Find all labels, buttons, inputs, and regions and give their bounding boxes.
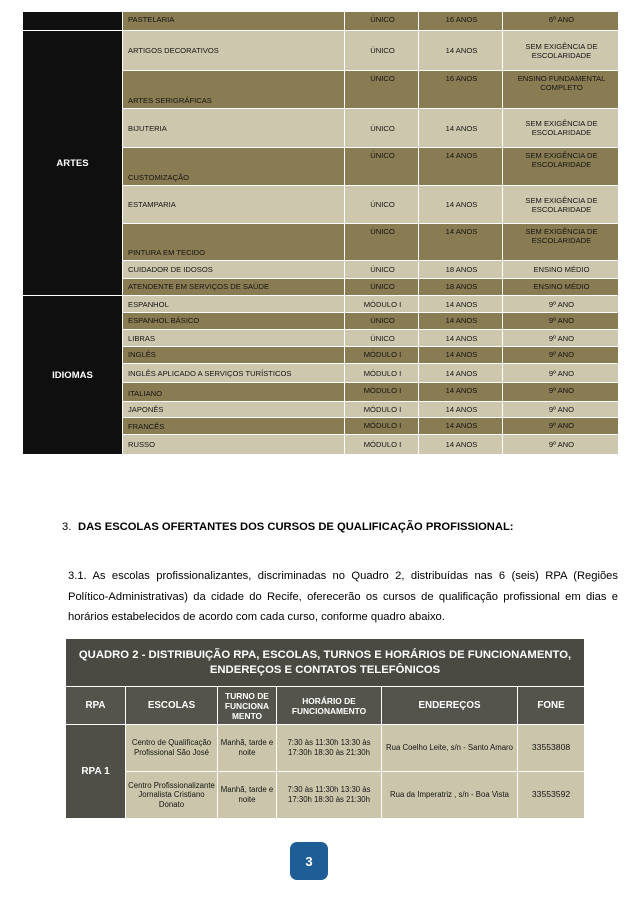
school-phone: 33553808 [518, 725, 585, 772]
course-module: MÓDULO I [345, 383, 419, 402]
course-module: ÚNICO [345, 12, 419, 31]
section-title: DAS ESCOLAS OFERTANTES DOS CURSOS DE QUALIFICAÇÃO PROFISSIONAL: [78, 521, 514, 533]
course-module: ÚNICO [345, 31, 419, 71]
course-name: INGLÊS APLICADO A SERVIÇOS TURÍSTICOS [123, 364, 345, 383]
course-min-age: 18 ANOS [419, 279, 503, 296]
section-heading [62, 521, 514, 533]
table-row [23, 296, 619, 313]
course-schooling: 6º ANO [503, 12, 619, 31]
course-module: ÚNICO [345, 261, 419, 279]
course-module: MÓDULO I [345, 418, 419, 435]
table-row [66, 725, 585, 772]
schools-table [65, 638, 585, 819]
course-schooling: SEM EXIGÊNCIA DE ESCOLARIDADE [503, 224, 619, 261]
header-enderecos: ENDEREÇOS [382, 687, 518, 725]
course-name: CUSTOMIZAÇÃO [123, 148, 345, 186]
course-schooling: 9º ANO [503, 435, 619, 455]
course-name: ESPANHOL [123, 296, 345, 313]
school-hours: 7:30 às 11:30h 13:30 às 17:30h 18:30 às 21:30h [277, 725, 382, 772]
course-name: JAPONÊS [123, 402, 345, 418]
school-name: Centro Profissionalizante Jornalista Cristiano Donato [126, 772, 218, 819]
category-idiomas: IDIOMAS [23, 296, 123, 455]
header-rpa: RPA [66, 687, 126, 725]
course-schooling: SEM EXIGÊNCIA DE ESCOLARIDADE [503, 109, 619, 148]
course-schooling: 9º ANO [503, 418, 619, 435]
course-schooling: SEM EXIGÊNCIA DE ESCOLARIDADE [503, 31, 619, 71]
school-address: Rua da Imperatriz , s/n - Boa Vista [382, 772, 518, 819]
course-name: FRANCÊS [123, 418, 345, 435]
header-horario: HORÁRIO DE FUNCIONAMENTO [277, 687, 382, 725]
course-module: ÚNICO [345, 186, 419, 224]
table-row [66, 772, 585, 819]
course-schooling: 9º ANO [503, 296, 619, 313]
category-artes: ARTES [23, 31, 123, 296]
course-schooling: 9º ANO [503, 402, 619, 418]
school-address: Rua Coelho Leite, s/n - Santo Amaro [382, 725, 518, 772]
course-schooling: 9º ANO [503, 383, 619, 402]
course-module: ÚNICO [345, 109, 419, 148]
header-escolas: ESCOLAS [126, 687, 218, 725]
school-shift: Manhã, tarde e noite [218, 772, 277, 819]
course-module: ÚNICO [345, 330, 419, 347]
course-min-age: 14 ANOS [419, 330, 503, 347]
course-name: RUSSO [123, 435, 345, 455]
course-module: ÚNICO [345, 224, 419, 261]
course-name: LIBRAS [123, 330, 345, 347]
course-name: PINTURA EM TECIDO [123, 224, 345, 261]
course-schooling: 9º ANO [503, 330, 619, 347]
course-name: ITALIANO [123, 383, 345, 402]
header-turno: TURNO DE FUNCIONA MENTO [218, 687, 277, 725]
course-min-age: 14 ANOS [419, 435, 503, 455]
table-title-row [66, 639, 585, 687]
table-row [23, 31, 619, 71]
section-number: 3. [62, 521, 72, 533]
course-name: BIJUTERIA [123, 109, 345, 148]
course-schooling: SEM EXIGÊNCIA DE ESCOLARIDADE [503, 186, 619, 224]
course-module: MÓDULO I [345, 435, 419, 455]
table-row [23, 12, 619, 31]
course-schooling: ENSINO FUNDAMENTAL COMPLETO [503, 71, 619, 109]
course-min-age: 18 ANOS [419, 261, 503, 279]
course-schooling: ENSINO MÉDIO [503, 261, 619, 279]
course-schooling: SEM EXIGÊNCIA DE ESCOLARIDADE [503, 148, 619, 186]
course-schooling: 9º ANO [503, 364, 619, 383]
course-name: ARTIGOS DECORATIVOS [123, 31, 345, 71]
header-fone: FONE [518, 687, 585, 725]
course-module: MÓDULO I [345, 347, 419, 364]
course-module: ÚNICO [345, 148, 419, 186]
course-min-age: 14 ANOS [419, 383, 503, 402]
course-module: MÓDULO I [345, 402, 419, 418]
course-min-age: 16 ANOS [419, 71, 503, 109]
course-name: ESTAMPARIA [123, 186, 345, 224]
course-min-age: 14 ANOS [419, 347, 503, 364]
course-module: ÚNICO [345, 279, 419, 296]
course-name: ESPANHOL BÁSICO [123, 313, 345, 330]
course-min-age: 16 ANOS [419, 12, 503, 31]
course-name: PASTELARIA [123, 12, 345, 31]
course-min-age: 14 ANOS [419, 148, 503, 186]
course-min-age: 14 ANOS [419, 224, 503, 261]
course-min-age: 14 ANOS [419, 418, 503, 435]
course-module: MÓDULO I [345, 364, 419, 383]
course-name: ATENDENTE EM SERVIÇOS DE SAÚDE [123, 279, 345, 296]
school-name: Centro de Qualificação Profissional São José [126, 725, 218, 772]
courses-table [22, 11, 619, 455]
course-min-age: 14 ANOS [419, 109, 503, 148]
school-hours: 7:30 às 11:30h 13:30 às 17:30h 18:30 às 21:30h [277, 772, 382, 819]
course-min-age: 14 ANOS [419, 364, 503, 383]
course-module: ÚNICO [345, 71, 419, 109]
course-min-age: 14 ANOS [419, 296, 503, 313]
school-phone: 33553592 [518, 772, 585, 819]
course-schooling: 9º ANO [503, 347, 619, 364]
course-schooling: ENSINO MÉDIO [503, 279, 619, 296]
page-number-badge: 3 [290, 842, 328, 880]
rpa-label: RPA 1 [66, 725, 126, 819]
table-header-row [66, 687, 585, 725]
course-module: ÚNICO [345, 313, 419, 330]
course-name: INGLÊS [123, 347, 345, 364]
course-min-age: 14 ANOS [419, 31, 503, 71]
course-name: CUIDADOR DE IDOSOS [123, 261, 345, 279]
course-name: ARTES SERIGRÁFICAS [123, 71, 345, 109]
course-min-age: 14 ANOS [419, 402, 503, 418]
course-min-age: 14 ANOS [419, 186, 503, 224]
course-min-age: 14 ANOS [419, 313, 503, 330]
school-shift: Manhã, tarde e noite [218, 725, 277, 772]
course-schooling: 9º ANO [503, 313, 619, 330]
category-blank-cell [23, 12, 123, 31]
course-module: MÓDULO I [345, 296, 419, 313]
section-paragraph: 3.1. As escolas profissionalizantes, discriminadas no Quadro 2, distribuídas nas 6 (seis) RPA (Regiões Político-Administrativas) da cidade do Recife, oferecerão os cursos de qualificação profissional em dias e horários estabelecidos de acordo com cada curso, conforme quadro abaixo. [68, 570, 618, 623]
table-title: QUADRO 2 - DISTRIBUIÇÃO RPA, ESCOLAS, TURNOS E HORÁRIOS DE FUNCIONAMENTO, ENDEREÇOS E CONTATOS TELEFÔNICOS [66, 639, 585, 687]
